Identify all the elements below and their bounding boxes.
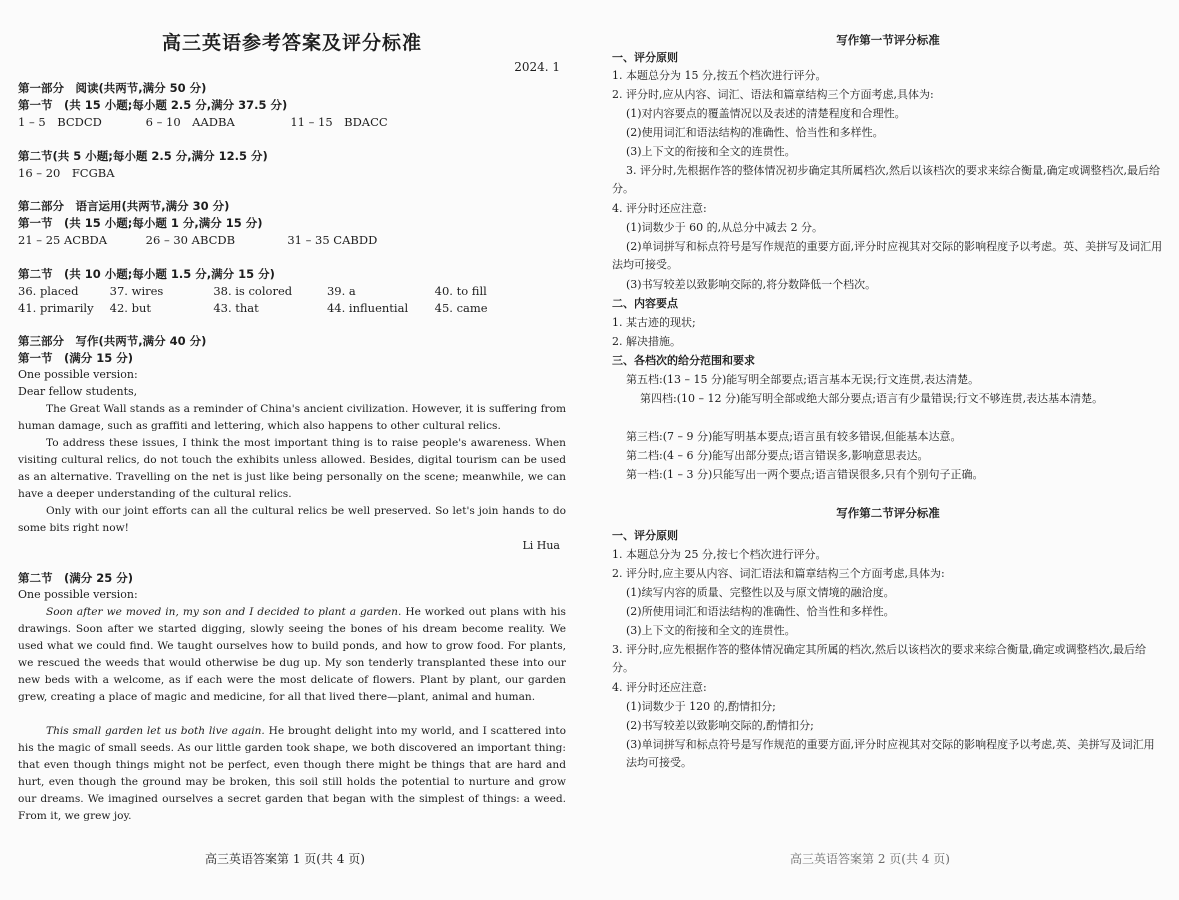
- answer-item: 40. to fill: [434, 284, 487, 298]
- part2-heading: 第二部分 语言运用(共两节,满分 30 分): [18, 199, 230, 213]
- story-lead-sentence: Soon after we moved in, my son and I decided to plant a garden.: [46, 606, 402, 618]
- principle-item: 1. 本题总分为 15 分,按五个档次进行评分。: [612, 69, 827, 82]
- part2-sec2-row1: [18, 283, 487, 299]
- level-item: 第三档:(7 – 9 分)能写明基本要点;语言虽有较多错误,但能基本达意。: [626, 430, 962, 443]
- part1-heading: 第一部分 阅读(共两节,满分 50 分): [18, 81, 207, 95]
- part2-sec2-row2: [18, 300, 488, 316]
- part2-sec1-answers: [18, 232, 377, 248]
- version-label: One possible version:: [18, 368, 138, 381]
- answer-group: 16 – 20 FCGBA: [18, 166, 115, 180]
- writing1-points-heading: 二、内容要点: [612, 297, 678, 310]
- page-footer-left: 高三英语答案第 1 页(共 4 页): [205, 852, 365, 866]
- letter-paragraph-3: Only with our joint efforts can all the cultural relics be well preserved. So let's join hands to do some bits right now!: [18, 505, 566, 534]
- principle-item: (1)词数少于 60 的,从总分中减去 2 分。: [626, 221, 824, 234]
- part1-sec2-heading: 第二节(共 5 小题;每小题 2.5 分,满分 12.5 分): [18, 149, 268, 163]
- answer-item: 37. wires: [109, 284, 164, 298]
- principle-item: (1)对内容要点的覆盖情况以及表述的清楚程度和合理性。: [626, 107, 906, 120]
- part3-sec1-heading: 第一节 (满分 15 分): [18, 351, 134, 365]
- level-item: 第二档:(4 – 6 分)能写出部分要点;语言错误多,影响意思表达。: [626, 449, 929, 462]
- principle-item: 2. 评分时,应从内容、词汇、语法和篇章结构三个方面考虑,具体为:: [612, 88, 934, 101]
- principle-item: (3)上下文的衔接和全文的连贯性。: [626, 624, 796, 637]
- page-footer-right: 高三英语答案第 2 页(共 4 页): [790, 852, 950, 866]
- principle-item: (1)词数少于 120 的,酌情扣分;: [626, 700, 776, 713]
- letter-greeting: Dear fellow students,: [18, 385, 138, 398]
- answer-item: 43. that: [213, 301, 259, 315]
- answer-item: 41. primarily: [18, 301, 94, 315]
- content-point: 2. 解决措施。: [612, 335, 681, 348]
- answer-group: 26 – 30 ABCDB: [145, 233, 236, 247]
- letter-paragraph-1: The Great Wall stands as a reminder of China's ancient civilization. However, it is suffering from human damage, such as graffiti and lettering, which also happens to other cultural relics.: [18, 403, 566, 432]
- answer-group: 21 – 25 ACBDA: [18, 233, 108, 247]
- story-paragraph-2: [18, 723, 566, 825]
- story-text: He brought delight into my world, and I scattered into his the magic of small seeds. As our little garden took shape, we both discovered an important thing: that even though things might not be perfect, even though there might be things that are hard and hurt, even though the ground may be broken, this soil still holds the potential to nurture and grow our dreams. We imagined ourselves a secret garden that began with the simplest of things: a weed. From it, we grew joy.: [18, 725, 566, 822]
- answer-group: 1 – 5 BCDCD: [18, 115, 102, 129]
- story-paragraph-1: [18, 604, 566, 706]
- principle-item: (2)所使用词汇和语法结构的准确性、恰当性和多样性。: [626, 605, 895, 618]
- content-point: 1. 某古迹的现状;: [612, 316, 696, 329]
- writing1-title: 写作第一节评分标准: [836, 33, 940, 47]
- level-item: 第四档:(10 – 12 分)能写明全部或绝大部分要点;语言有少量错误;行文不够连贯,表达基本清楚。: [640, 392, 1104, 405]
- principle-item: 2. 评分时,应主要从内容、词汇语法和篇章结构三个方面考虑,具体为:: [612, 567, 945, 580]
- part2-sec1-heading: 第一节 (共 15 小题;每小题 1 分,满分 15 分): [18, 216, 263, 230]
- writing2-title: 写作第二节评分标准: [836, 506, 940, 520]
- story-lead-sentence: This small garden let us both live again.: [46, 725, 265, 737]
- part2-sec2-heading: 第二节 (共 10 小题;每小题 1.5 分,满分 15 分): [18, 267, 275, 281]
- document-date: 2024. 1: [514, 60, 560, 74]
- answer-item: 38. is colored: [213, 284, 293, 298]
- answer-item: 36. placed: [18, 284, 79, 298]
- principle-item: (3)书写较差以致影响交际的,将分数降低一个档次。: [626, 278, 877, 291]
- level-item: 第五档:(13 – 15 分)能写明全部要点;语言基本无误;行文连贯,表达清楚。: [626, 373, 980, 386]
- writing2-principles-heading: 一、评分原则: [612, 529, 678, 542]
- principle-item: (3)单词拼写和标点符号是写作规范的重要方面,评分时应视其对交际的影响程度予以考虑,英、美拼写及词汇用法均可接受。: [626, 738, 1155, 769]
- principle-item: (2)单词拼写和标点符号是写作规范的重要方面,评分时应视其对交际的影响程度予以考虑。英、美拼写及词汇用法均可接受。: [612, 240, 1163, 271]
- principle-item: 3. 评分时,先根据作答的整体情况初步确定其所属档次,然后以该档次的要求来综合衡量,确定或调整档次,最后给分。: [612, 164, 1160, 195]
- principle-item: 3. 评分时,应先根据作答的整体情况确定其所属的档次,然后以该档次的要求来综合衡量,确定或调整档次,最后给分。: [612, 643, 1146, 674]
- principle-item: (2)使用词汇和语法结构的准确性、恰当性和多样性。: [626, 126, 884, 139]
- principle-item: (2)书写较差以致影响交际的,酌情扣分;: [626, 719, 814, 732]
- writing1-levels-heading: 三、各档次的给分范围和要求: [612, 354, 755, 367]
- part3-sec2-heading: 第二节 (满分 25 分): [18, 571, 134, 585]
- document-title: 高三英语参考答案及评分标准: [161, 32, 422, 54]
- answer-item: 45. came: [434, 301, 488, 315]
- answer-group: 6 – 10 AADBA: [145, 115, 235, 129]
- part3-heading: 第三部分 写作(共两节,满分 40 分): [18, 334, 207, 348]
- principle-item: 4. 评分时还应注意:: [612, 202, 707, 215]
- principle-item: (3)上下文的衔接和全文的连贯性。: [626, 145, 796, 158]
- story-text: He worked out plans with his drawings. Soon after we started digging, slowly seeing the bones of his dream become reality. We used what we could find. We taught ourselves how to build ponds, and how to grow food. For plants, we rescued the weeds that would otherwise be dug up. My son tenderly transplanted these into our new beds with a welcome, as if each were the most delicate of flowers. Plant by plant, our garden grew, creating a place of magic and medicine, for all that lived there—plant, animal and human.: [18, 606, 566, 703]
- principle-item: (1)续写内容的质量、完整性以及与原文情境的融洽度。: [626, 586, 895, 599]
- level-item: 第一档:(1 – 3 分)只能写出一两个要点;语言错误很多,只有个别句子正确。: [626, 468, 984, 481]
- version-label: One possible version:: [18, 588, 138, 601]
- answer-group: 11 – 15 BDACC: [290, 115, 388, 129]
- answer-item: 44. influential: [326, 301, 409, 315]
- answer-group: 31 – 35 CABDD: [287, 233, 378, 247]
- answer-item: 42. but: [109, 301, 151, 315]
- part1-sec2-answers: [18, 165, 115, 181]
- writing1-principles-heading: 一、评分原则: [612, 51, 678, 64]
- letter-paragraph-2: To address these issues, I think the most important thing is to raise people's awareness. When visiting cultural relics, do not touch the exhibits unless allowed. Besides, digital tourism can be used as an alternative. Travelling on the net is just like being personally on the scene; meanwhile, we can have a deeper understanding of the cultural relics.: [18, 437, 566, 500]
- principle-item: 1. 本题总分为 25 分,按七个档次进行评分。: [612, 548, 827, 561]
- part1-sec1-heading: 第一节 (共 15 小题;每小题 2.5 分,满分 37.5 分): [18, 98, 288, 112]
- letter-signature: Li Hua: [522, 539, 560, 552]
- part1-sec1-answers: [18, 114, 388, 130]
- answer-item: 39. a: [326, 284, 356, 298]
- principle-item: 4. 评分时还应注意:: [612, 681, 707, 694]
